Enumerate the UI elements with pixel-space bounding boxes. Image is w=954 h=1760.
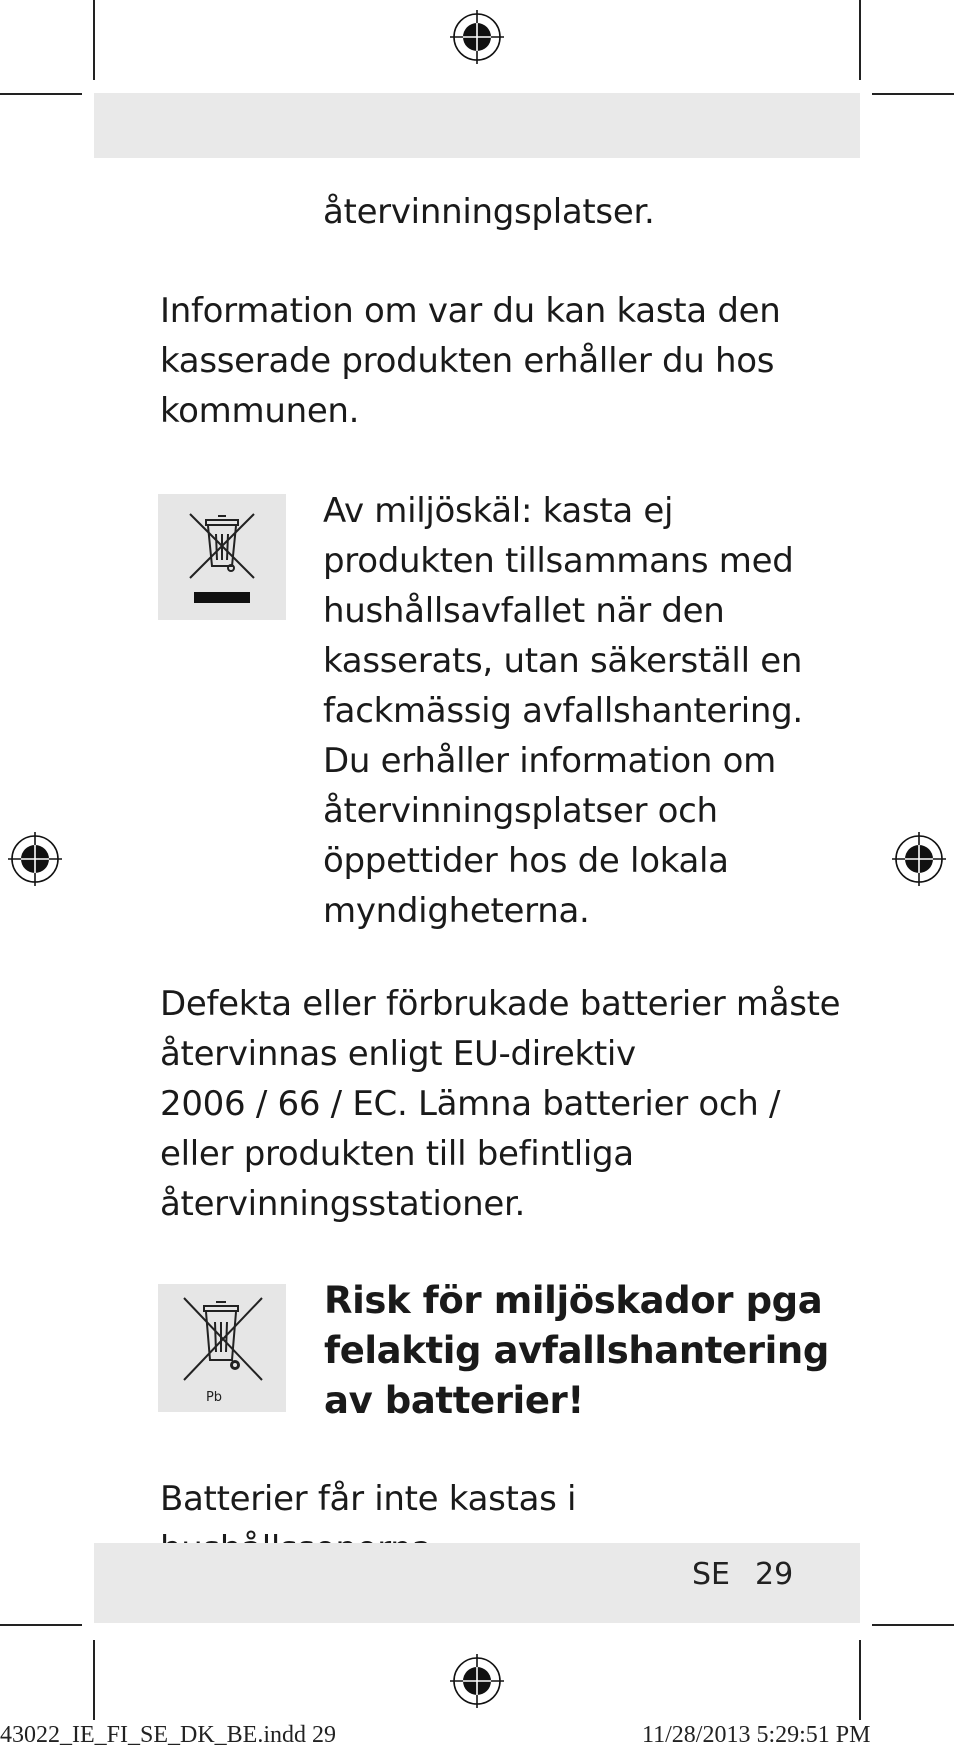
text-line: eller produkten till befintliga xyxy=(160,1134,634,1174)
text-line: Defekta eller förbrukade batterier måste xyxy=(160,984,841,1024)
text-line: Batterier får inte kastas i xyxy=(160,1479,577,1519)
text-line: produkten tillsammans med xyxy=(323,541,794,581)
text-line: myndigheterna. xyxy=(323,891,590,931)
registration-mark-icon xyxy=(450,10,504,64)
registration-mark-icon xyxy=(450,1654,504,1708)
text-line: Information om var du kan kasta den xyxy=(160,291,781,331)
crop-mark xyxy=(859,0,861,80)
registration-mark-icon xyxy=(8,832,62,886)
page-number: 29 xyxy=(755,1557,794,1592)
header-band xyxy=(94,93,860,158)
heading-line: felaktig avfallshantering xyxy=(324,1329,829,1372)
crop-mark xyxy=(0,93,82,95)
battery-bin-pb-icon xyxy=(158,1284,286,1412)
crossed-out-wheelie-bin-icon xyxy=(158,494,286,620)
text-line: Du erhåller information om xyxy=(323,741,776,781)
text-line: öppettider hos de lokala xyxy=(323,841,729,881)
footer-band xyxy=(94,1543,860,1623)
crop-mark xyxy=(872,1624,954,1626)
text-line: återvinningsplatser och xyxy=(323,791,718,831)
battery-icon-label: Pb xyxy=(205,1390,223,1405)
heading-line: av batterier! xyxy=(324,1379,584,1422)
slug-filename: 43022_IE_FI_SE_DK_BE.indd 29 xyxy=(0,1722,336,1748)
paragraph-battery xyxy=(160,979,860,1229)
text-line: 2006 / 66 / EC. Lämna batterier och / xyxy=(160,1084,781,1124)
crop-mark xyxy=(872,93,954,95)
footer-language: SE xyxy=(692,1557,730,1592)
registration-mark-icon xyxy=(892,832,946,886)
text-line: kommunen. xyxy=(160,391,360,431)
weee-icon-box xyxy=(158,494,286,620)
warning-heading xyxy=(324,1276,844,1426)
paragraph-top xyxy=(323,187,954,237)
crop-mark xyxy=(0,1624,82,1626)
crop-mark xyxy=(93,0,95,80)
paragraph-environment xyxy=(323,486,843,936)
crop-mark xyxy=(859,1640,861,1720)
crop-mark xyxy=(93,1640,95,1720)
battery-icon-box xyxy=(158,1284,286,1412)
heading-line: Risk för miljöskador pga xyxy=(324,1279,823,1322)
text-line: återvinningsstationer. xyxy=(160,1184,526,1224)
text-line: kasserats, utan säkerställ en xyxy=(323,641,803,681)
text-line: hushållsavfallet när den xyxy=(323,591,725,631)
text-line: återvinnas enligt EU-direktiv xyxy=(160,1034,636,1074)
text-line: kasserade produkten erhåller du hos xyxy=(160,341,775,381)
text-line: fackmässig avfallshantering. xyxy=(323,691,803,731)
text-line: återvinningsplatser. xyxy=(323,192,655,232)
slug-datetime: 11/28/2013 5:29:51 PM xyxy=(642,1722,871,1748)
text-line: Av miljöskäl: kasta ej xyxy=(323,491,674,531)
paragraph-info xyxy=(160,286,860,436)
